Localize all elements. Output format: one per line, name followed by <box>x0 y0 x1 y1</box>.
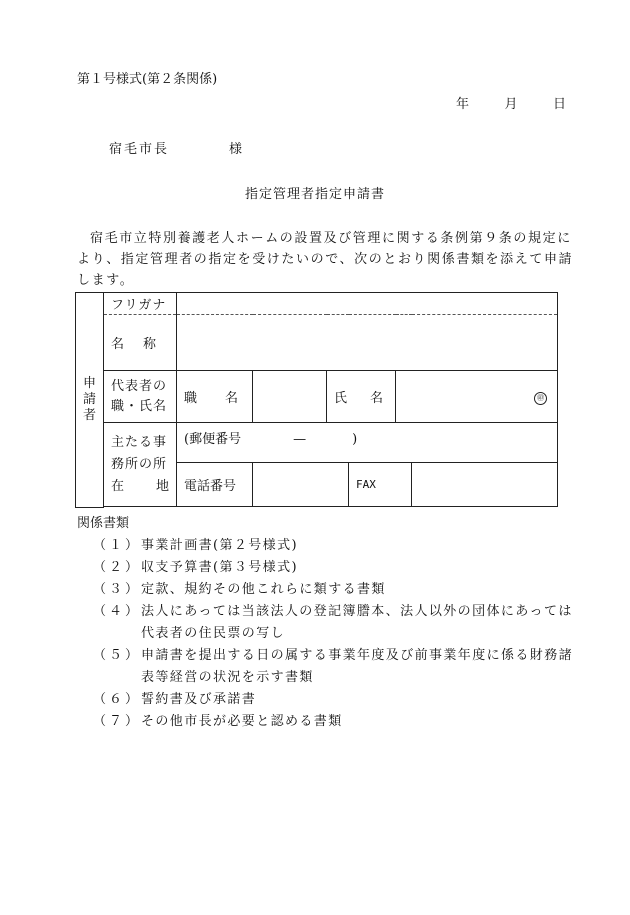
date-line <box>456 93 566 112</box>
furigana-label: フリガナ <box>104 293 177 315</box>
documents-list <box>93 535 583 733</box>
position-field[interactable] <box>253 371 327 423</box>
list-item: （４） 法人にあっては当該法人の登記簿謄本、法人以外の団体にあっては代表者の住民票の写し <box>93 604 573 641</box>
position-label: 職 名 <box>177 371 253 423</box>
addressee <box>109 138 242 157</box>
representative-label: 代表者の 職・氏名 <box>104 371 177 423</box>
list-item: （５） 申請書を提出する日の属する事業年度及び前事業年度に係る財務諸表等経営の状況を示す書類 <box>93 648 574 685</box>
list-item: （１） 事業計画書(第２号様式) <box>93 538 298 553</box>
postal-code-row[interactable] <box>177 423 558 463</box>
fax-field[interactable] <box>412 463 558 507</box>
body-paragraph: 宿毛市立特別養護老人ホームの設置及び管理に関する条例第９条の規定により、指定管理者の指定を受けたいので、次のとおり関係書類を添えて申請します。 <box>77 231 574 288</box>
phone-label: 電話番号 <box>177 463 253 507</box>
fax-label: FAX <box>349 463 412 507</box>
addressee-honorific: 様 <box>229 142 243 157</box>
name-field[interactable] <box>177 315 558 371</box>
date-day: 日 <box>552 97 566 112</box>
applicant-side-label: 申 請 者 <box>76 293 104 508</box>
postal-close: ) <box>352 432 358 447</box>
list-item: （６） 誓約書及び承諾書 <box>93 692 257 707</box>
phone-field[interactable] <box>253 463 349 507</box>
postal-dash: — <box>293 432 307 447</box>
document-title: 指定管理者指定申請書 <box>244 187 385 202</box>
furigana-field[interactable] <box>177 293 558 315</box>
applicant-table <box>75 292 558 508</box>
list-item: （７） その他市長が必要と認める書類 <box>93 714 343 729</box>
seal-mark: ㊞ <box>534 392 547 405</box>
addressee-name: 宿毛市長 <box>109 142 170 157</box>
list-item: （３） 定款、規約その他これらに類する書類 <box>93 582 386 597</box>
person-name-label: 氏 名 <box>327 371 396 423</box>
list-item: （２） 収支予算書(第３号様式) <box>93 560 298 575</box>
date-year: 年 <box>456 97 470 112</box>
person-name-field[interactable] <box>396 371 558 423</box>
postal-label: (郵便番号 <box>184 432 242 447</box>
date-month: 月 <box>504 97 518 112</box>
documents-heading: 関係書類 <box>77 516 130 531</box>
address-label: 主たる事 務所の所 在 地 <box>104 423 177 507</box>
form-number: 第１号様式(第２条関係) <box>77 72 218 87</box>
name-label: 名 称 <box>104 315 177 371</box>
